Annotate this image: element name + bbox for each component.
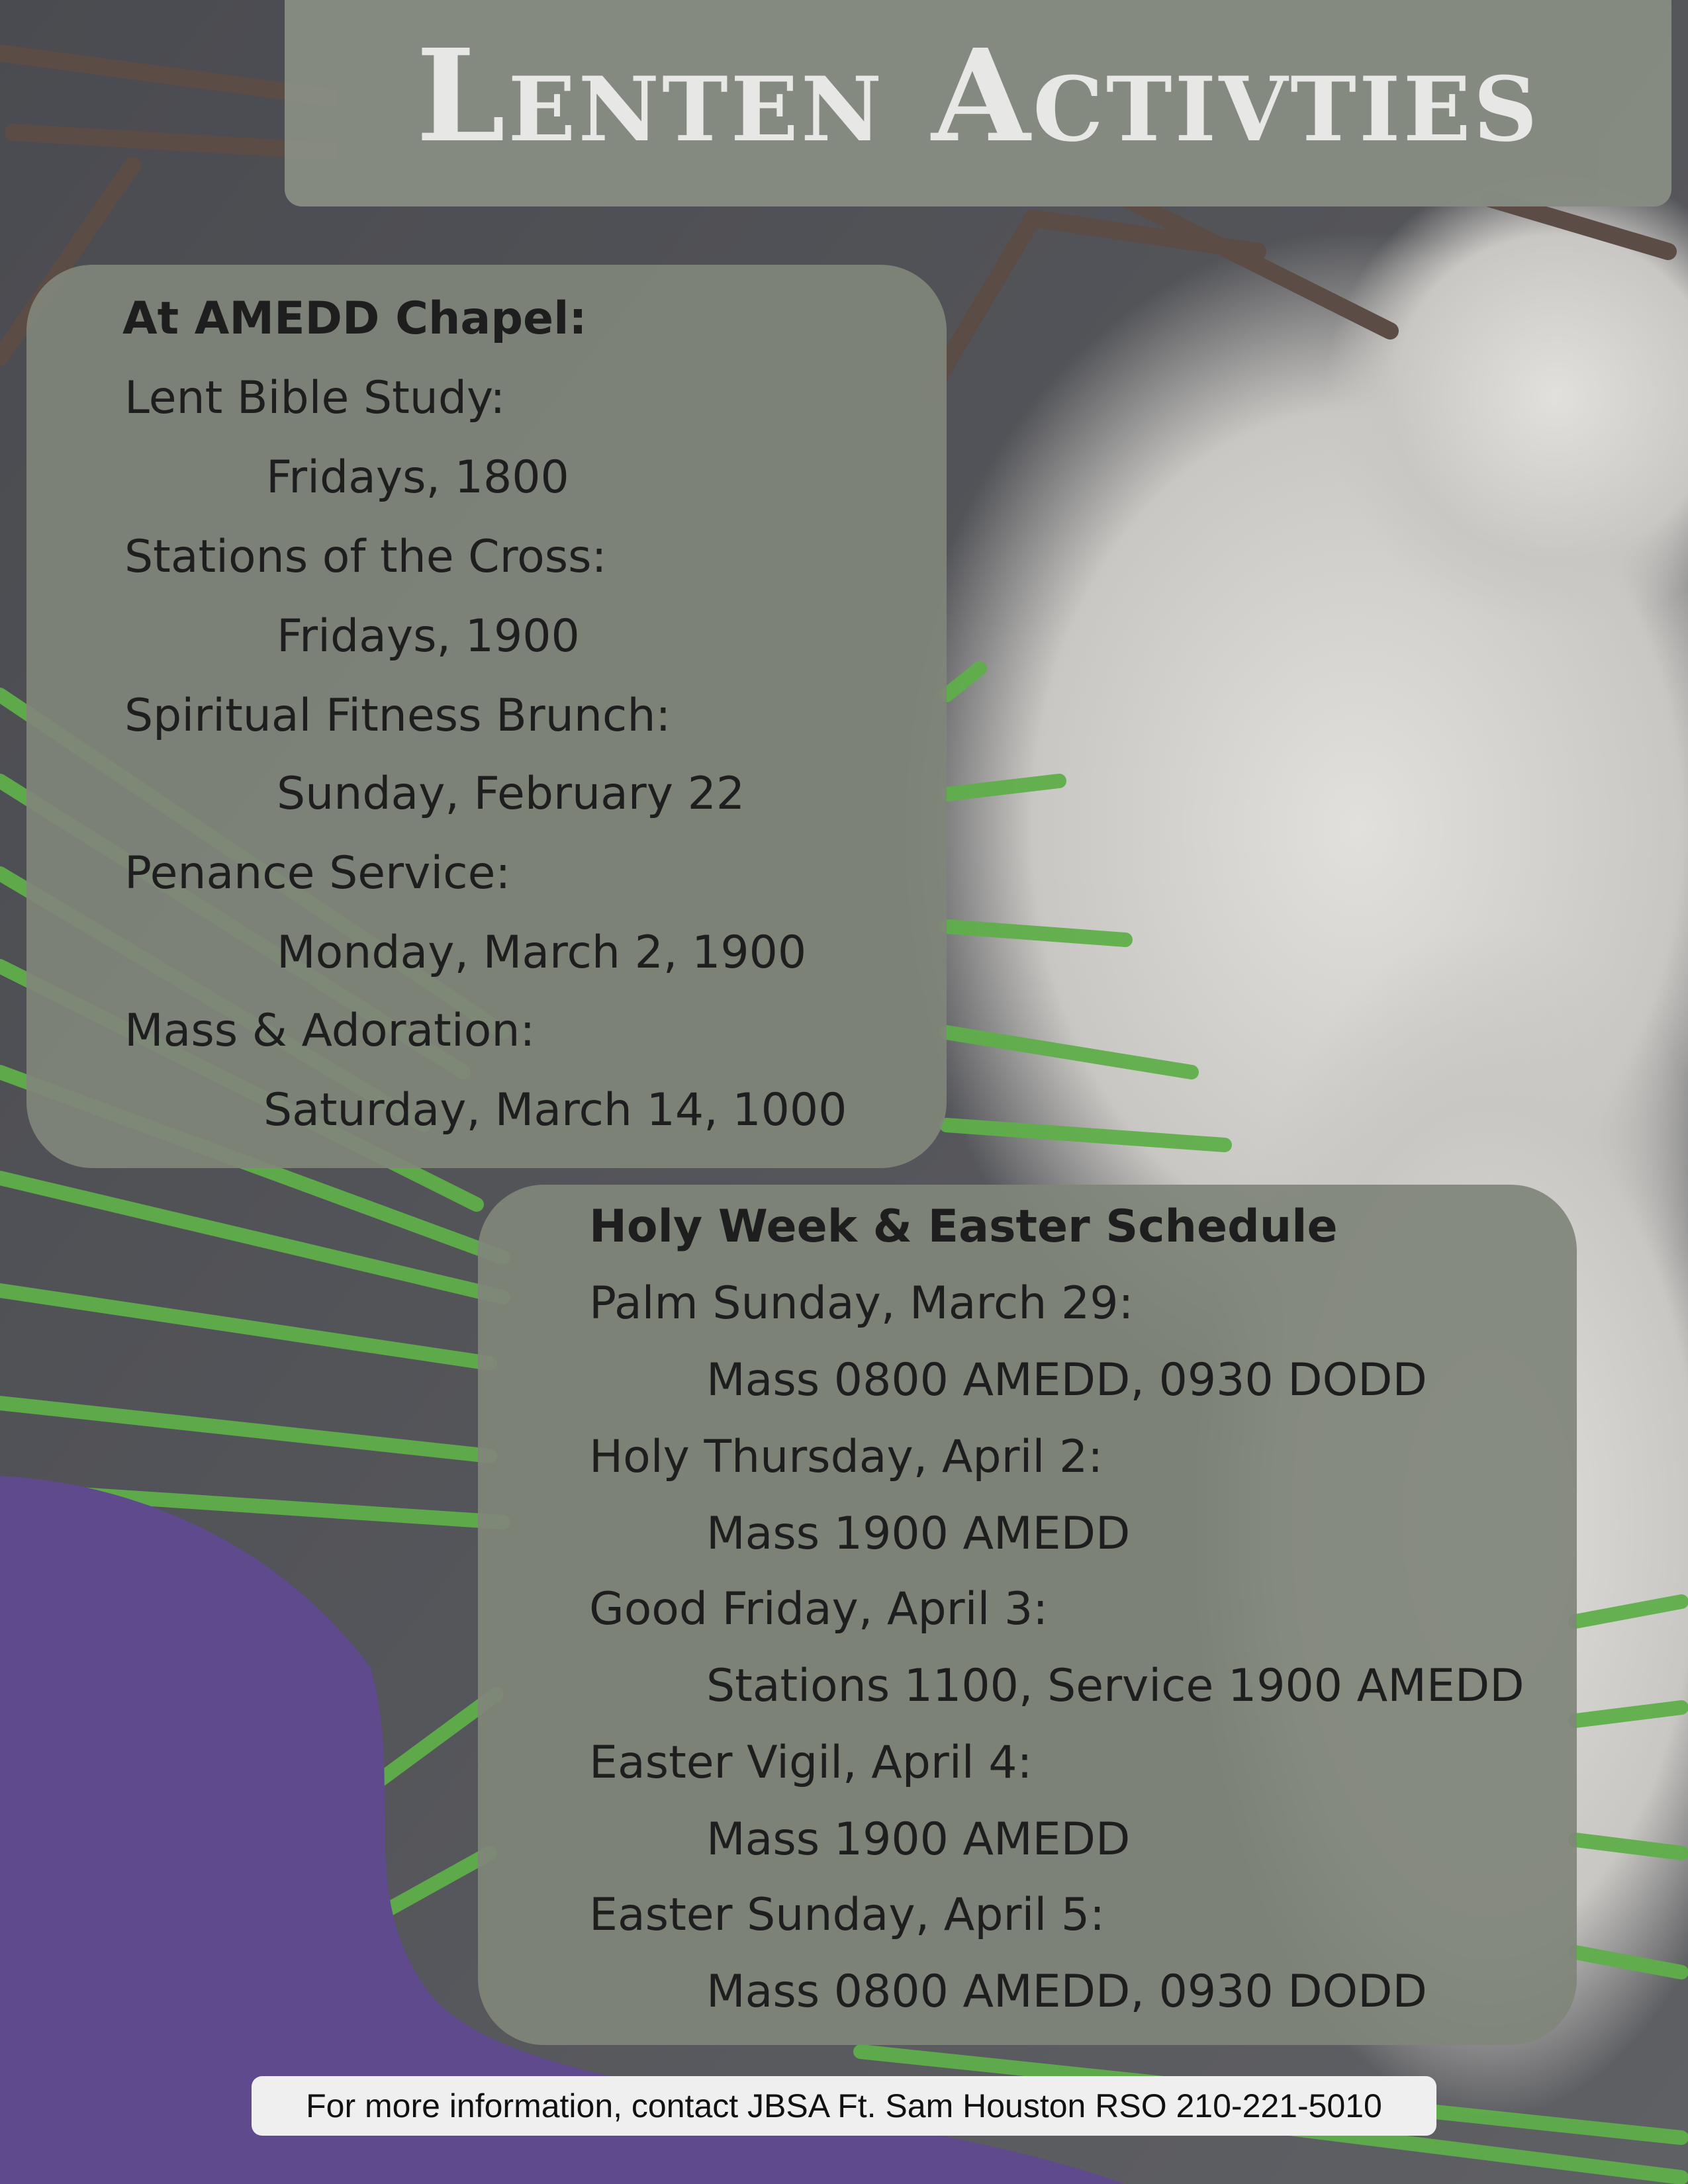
event-name: Stations of the Cross: (124, 531, 607, 583)
event-time: Fridays, 1900 (277, 610, 580, 662)
event-time: Mass 0800 AMEDD, 0930 DODD (706, 1354, 1427, 1406)
event-name: Holy Thursday, April 2: (589, 1431, 1103, 1483)
event-name: Good Friday, April 3: (589, 1583, 1049, 1635)
event-name: Easter Sunday, April 5: (589, 1889, 1105, 1941)
event-time: Monday, March 2, 1900 (277, 927, 807, 979)
chapel-activities-panel (26, 265, 947, 1168)
event-time: Sunday, February 22 (277, 768, 745, 820)
title-banner (285, 0, 1671, 206)
event-name: Lent Bible Study: (124, 372, 506, 424)
event-name: Palm Sunday, March 29: (589, 1277, 1134, 1330)
holy-week-panel (478, 1185, 1577, 2045)
chapel-heading: At AMEDD Chapel: (122, 293, 587, 345)
event-name: Mass & Adoration: (124, 1005, 536, 1057)
contact-text: For more information, contact JBSA Ft. Sam Houston RSO 210-221-5010 (306, 2087, 1382, 2124)
event-time: Fridays, 1800 (266, 451, 569, 504)
page-title: Lenten Activties (416, 22, 1540, 171)
event-time: Stations 1100, Service 1900 AMEDD (706, 1660, 1524, 1712)
event-time: Mass 0800 AMEDD, 0930 DODD (706, 1966, 1427, 2018)
event-time: Mass 1900 AMEDD (706, 1508, 1131, 1560)
contact-footer (252, 2076, 1436, 2136)
event-name: Easter Vigil, April 4: (589, 1737, 1033, 1789)
event-name: Penance Service: (124, 847, 511, 899)
holy-week-heading: Holy Week & Easter Schedule (589, 1201, 1338, 1253)
event-time: Saturday, March 14, 1000 (263, 1084, 847, 1136)
event-name: Spiritual Fitness Brunch: (124, 690, 671, 742)
event-time: Mass 1900 AMEDD (706, 1813, 1131, 1866)
